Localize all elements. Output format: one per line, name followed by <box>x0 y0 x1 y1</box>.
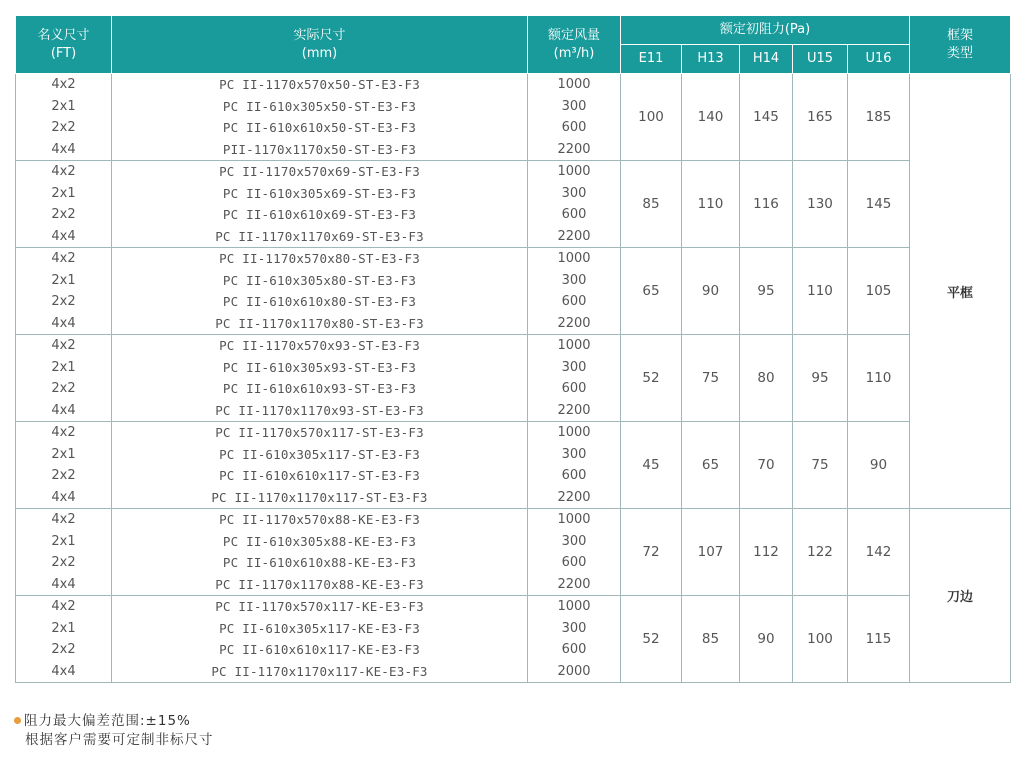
cell-line: 1000 <box>557 164 591 179</box>
cell-line: 2x2 <box>51 120 76 135</box>
cell-line: PC II-1170x570x69-ST-E3-F3 <box>219 164 420 179</box>
cell-line: 4x4 <box>51 663 76 679</box>
header-resistance: 额定初阻力(Pa) <box>621 16 910 45</box>
table-row <box>16 74 1011 161</box>
cell-line: PC II-610x610x117-KE-E3-F3 <box>219 642 420 657</box>
cell-line: PC II-610x610x88-KE-E3-F3 <box>222 555 417 570</box>
header-grade-e11: E11 <box>621 45 682 74</box>
cell-line: 600 <box>561 468 587 483</box>
cell-line: 600 <box>561 642 587 657</box>
cell-line: 600 <box>561 120 587 135</box>
cell-line: PC II-1170x570x93-ST-E3-F3 <box>219 338 420 353</box>
table-row <box>16 509 1011 596</box>
table-row <box>16 161 1011 248</box>
cell-line: 2x2 <box>51 381 76 396</box>
cell-line: 4x2 <box>51 251 76 266</box>
resistance-cell: 75 <box>793 422 848 509</box>
cell-line: 1000 <box>557 425 591 440</box>
resistance-cell: 145 <box>740 74 793 161</box>
resistance-cell: 185 <box>848 74 910 161</box>
nominal-size-cell <box>16 74 112 161</box>
header-grade-h13: H13 <box>682 45 740 74</box>
cell-line: PC II-610x610x93-ST-E3-F3 <box>222 381 417 396</box>
airflow-cell <box>528 161 621 248</box>
cell-line: 2x1 <box>51 359 76 375</box>
cell-line: PC II-610x305x69-ST-E3-F3 <box>222 185 417 201</box>
cell-line: 2x2 <box>51 555 76 570</box>
cell-line: PC II-1170x1170x117-KE-E3-F3 <box>211 663 428 679</box>
resistance-cell: 100 <box>793 596 848 683</box>
header-actual-size: 实际尺寸 (mm) <box>112 16 528 74</box>
cell-line: PC II-1170x570x80-ST-E3-F3 <box>219 251 420 266</box>
cell-line: 4x2 <box>51 77 76 92</box>
resistance-cell: 52 <box>621 596 682 683</box>
cell-line: 4x4 <box>51 228 76 244</box>
header-airflow <box>528 16 621 74</box>
resistance-cell: 90 <box>682 248 740 335</box>
cell-line: PC II-610x305x80-ST-E3-F3 <box>222 272 417 288</box>
cell-line: 4x2 <box>51 599 76 614</box>
cell-line: PC II-1170x1170x80-ST-E3-F3 <box>215 315 424 331</box>
model-cell <box>112 509 528 596</box>
airflow-cell <box>528 74 621 161</box>
cell-line: 4x4 <box>51 489 76 505</box>
cell-line: PC II-610x305x93-ST-E3-F3 <box>222 359 417 375</box>
cell-line: 4x2 <box>51 164 76 179</box>
cell-line: 2200 <box>557 489 591 505</box>
resistance-cell: 105 <box>848 248 910 335</box>
cell-line: 600 <box>561 381 587 396</box>
cell-line: PC II-610x305x50-ST-E3-F3 <box>222 98 417 114</box>
notes <box>14 712 214 750</box>
cell-line: PC II-1170x570x117-KE-E3-F3 <box>215 599 424 614</box>
resistance-cell: 75 <box>682 335 740 422</box>
nominal-size-cell <box>16 161 112 248</box>
resistance-cell: 100 <box>621 74 682 161</box>
resistance-cell: 165 <box>793 74 848 161</box>
model-cell <box>112 422 528 509</box>
table-row <box>16 248 1011 335</box>
cell-line: 4x4 <box>51 402 76 418</box>
model-cell <box>112 335 528 422</box>
cell-line: 2x1 <box>51 98 76 114</box>
resistance-cell: 116 <box>740 161 793 248</box>
model-cell <box>112 248 528 335</box>
cell-line: 4x4 <box>51 141 76 157</box>
airflow-cell <box>528 509 621 596</box>
cell-line: PC II-1170x570x88-KE-E3-F3 <box>219 512 420 527</box>
cell-line: PII-1170x1170x50-ST-E3-F3 <box>222 141 417 157</box>
cell-line: PC II-610x305x117-ST-E3-F3 <box>219 446 420 462</box>
nominal-size-cell <box>16 596 112 683</box>
nominal-size-cell <box>16 509 112 596</box>
resistance-cell: 85 <box>621 161 682 248</box>
cell-line: PC II-1170x1170x93-ST-E3-F3 <box>215 402 424 418</box>
header-nominal-size: 名义尺寸 (FT) <box>16 16 112 74</box>
cell-line: 2200 <box>557 315 591 331</box>
header-grade-u16: U16 <box>848 45 910 74</box>
resistance-cell: 52 <box>621 335 682 422</box>
airflow-cell <box>528 596 621 683</box>
frame-type-cell: 刀边 <box>910 509 1011 683</box>
cell-line: 300 <box>561 272 587 288</box>
cell-line: PC II-610x610x117-ST-E3-F3 <box>219 468 420 483</box>
cell-line: 2200 <box>557 576 591 592</box>
cell-line: 2200 <box>557 402 591 418</box>
airflow-cell <box>528 248 621 335</box>
airflow-label: 额定风量 <box>547 27 600 43</box>
cell-line: 2200 <box>557 141 591 157</box>
resistance-cell: 45 <box>621 422 682 509</box>
cell-line: 4x4 <box>51 576 76 592</box>
resistance-cell: 90 <box>848 422 910 509</box>
cell-line: 300 <box>561 98 587 114</box>
cell-line: PC II-610x610x80-ST-E3-F3 <box>222 294 417 309</box>
cell-line: 2x2 <box>51 468 76 483</box>
resistance-cell: 112 <box>740 509 793 596</box>
cell-line: 300 <box>561 533 587 549</box>
cell-line: PC II-1170x1170x88-KE-E3-F3 <box>215 576 424 592</box>
resistance-cell: 140 <box>682 74 740 161</box>
cell-line: 300 <box>561 446 587 462</box>
cell-line: PC II-1170x1170x69-ST-E3-F3 <box>215 228 424 244</box>
cell-line: 1000 <box>557 512 591 527</box>
resistance-cell: 115 <box>848 596 910 683</box>
cell-line: 2200 <box>557 228 591 244</box>
cell-line: PC II-1170x570x50-ST-E3-F3 <box>219 77 420 92</box>
cell-line: 1000 <box>557 599 591 614</box>
resistance-cell: 122 <box>793 509 848 596</box>
resistance-cell: 65 <box>682 422 740 509</box>
table-row <box>16 335 1011 422</box>
resistance-cell: 90 <box>740 596 793 683</box>
note-custom-size: 根据客户需要可定制非标尺寸 <box>25 732 214 748</box>
cell-line: 2000 <box>557 663 591 679</box>
cell-line: PC II-610x305x88-KE-E3-F3 <box>222 533 417 549</box>
cell-line: PC II-610x610x69-ST-E3-F3 <box>222 207 417 222</box>
cell-line: 4x2 <box>51 425 76 440</box>
resistance-cell: 72 <box>621 509 682 596</box>
model-cell <box>112 161 528 248</box>
nominal-size-cell <box>16 248 112 335</box>
resistance-cell: 85 <box>682 596 740 683</box>
cell-line: 600 <box>561 294 587 309</box>
table-row <box>16 596 1011 683</box>
cell-line: 600 <box>561 555 587 570</box>
resistance-cell: 110 <box>793 248 848 335</box>
cell-line: 300 <box>561 185 587 201</box>
nominal-size-cell <box>16 335 112 422</box>
header-grade-h14: H14 <box>740 45 793 74</box>
table-row <box>16 422 1011 509</box>
resistance-cell: 107 <box>682 509 740 596</box>
cell-line: 300 <box>561 620 587 636</box>
resistance-cell: 95 <box>793 335 848 422</box>
cell-line: 2x1 <box>51 533 76 549</box>
spec-table <box>15 15 1011 683</box>
cell-line: PC II-610x305x117-KE-E3-F3 <box>219 620 420 636</box>
cell-line: 1000 <box>557 77 591 92</box>
resistance-cell: 110 <box>682 161 740 248</box>
cell-line: 2x1 <box>51 620 76 636</box>
model-cell <box>112 74 528 161</box>
resistance-cell: 145 <box>848 161 910 248</box>
resistance-cell: 65 <box>621 248 682 335</box>
nominal-size-cell <box>16 422 112 509</box>
cell-line: PC II-1170x1170x117-ST-E3-F3 <box>211 489 428 505</box>
note-tolerance: 阻力最大偏差范围:±15% <box>24 713 191 729</box>
cell-line: 4x4 <box>51 315 76 331</box>
cell-line: 2x1 <box>51 272 76 288</box>
resistance-cell: 130 <box>793 161 848 248</box>
model-cell <box>112 596 528 683</box>
cell-line: 1000 <box>557 251 591 266</box>
cell-line: 600 <box>561 207 587 222</box>
resistance-cell: 142 <box>848 509 910 596</box>
cell-line: 4x2 <box>51 512 76 527</box>
resistance-cell: 70 <box>740 422 793 509</box>
header-grade-u15: U15 <box>793 45 848 74</box>
header-frame-type: 框架 类型 <box>910 16 1011 74</box>
cell-line: PC II-610x610x50-ST-E3-F3 <box>222 120 417 135</box>
cell-line: 300 <box>561 359 587 375</box>
resistance-cell: 95 <box>740 248 793 335</box>
airflow-cell <box>528 422 621 509</box>
cell-line: 2x2 <box>51 207 76 222</box>
bullet-icon <box>14 717 21 724</box>
cell-line: 2x2 <box>51 642 76 657</box>
frame-type-cell: 平框 <box>910 74 1011 509</box>
cell-line: 2x1 <box>51 446 76 462</box>
resistance-cell: 80 <box>740 335 793 422</box>
cell-line: 1000 <box>557 338 591 353</box>
resistance-cell: 110 <box>848 335 910 422</box>
cell-line: PC II-1170x570x117-ST-E3-F3 <box>215 425 424 440</box>
airflow-unit: (m³/h) <box>553 45 595 61</box>
cell-line: 2x1 <box>51 185 76 201</box>
cell-line: 4x2 <box>51 338 76 353</box>
cell-line: 2x2 <box>51 294 76 309</box>
airflow-cell <box>528 335 621 422</box>
